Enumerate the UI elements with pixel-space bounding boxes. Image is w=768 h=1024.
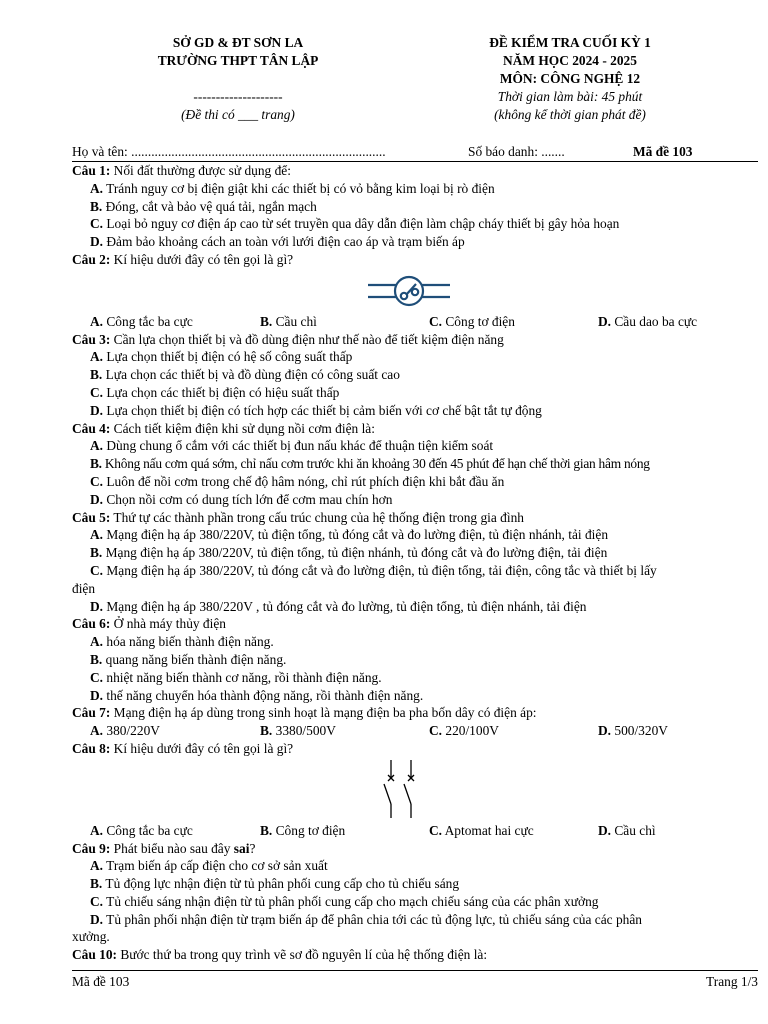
question-4: Câu 4: Cách tiết kiệm điện khi sử dụng nồi cơm điện là: (72, 420, 375, 436)
question-6-option-c: C. nhiệt năng biến thành cơ năng, rồi thành điện năng. (90, 669, 382, 685)
question-3-option-b: B. Lựa chọn các thiết bị và đồ dùng điện có công suất cao (90, 367, 400, 383)
exam-title: ĐỀ KIỂM TRA CUỐI KỲ 1 (489, 35, 651, 50)
question-6-option-b: B. quang năng biến thành điện năng. (90, 651, 287, 667)
question-1-option-d: D. Đảm bảo khoảng cách an toàn với lưới điện cao áp và trạm biến áp (90, 234, 465, 250)
student-info-row (72, 143, 758, 161)
question-5-option-b: B. Mạng điện hạ áp 380/220V, tủ điện tổng, tủ điện nhánh, tủ đóng cắt và đo lường điện, tải điện (90, 545, 608, 561)
exam-time: Thời gian làm bài: 45 phút (497, 89, 643, 104)
question-8-options (72, 822, 758, 840)
question-9-option-d: D. Tủ phân phối nhận điện từ trạm biến áp để phân chia tới các tủ động lực, tủ chiếu sáng của các phân xưởng. (72, 911, 642, 945)
question-4-option-d: D. Chọn nồi cơm có dung tích lớn để cơm mau chín hơn (90, 491, 393, 507)
question-5-option-d: D. Mạng điện hạ áp 380/220V , tủ đóng cắt và đo lường, tủ điện tổng, tủ điện nhánh, tải điện (90, 598, 587, 614)
exam-time-note: (không kể thời gian phát đề) (494, 107, 646, 122)
question-6-option-a: A. hóa năng biến thành điện năng. (90, 634, 274, 650)
question-5-option-a: A. Mạng điện hạ áp 380/220V, tủ điện tổng, tủ đóng cắt và đo lường điện, tủ điện nhánh, tải điện (90, 527, 609, 543)
question-2: Câu 2: Kí hiệu dưới đây có tên gọi là gì? (72, 251, 294, 267)
question-3-option-c: C. Lựa chọn các thiết bị điện có hiệu suất thấp (90, 384, 340, 400)
question-2-option-d: D. Cầu dao ba cực (598, 313, 698, 329)
question-1-option-a: A. Tránh nguy cơ bị điện giật khi các thiết bị có vỏ bằng kim loại bị rò điện (90, 180, 495, 196)
header-right (440, 34, 700, 124)
question-8-option-a: A. Công tắc ba cực (90, 822, 193, 838)
footer-divider (72, 970, 758, 971)
question-10: Câu 10: Bước thứ ba trong quy trình vẽ sơ đồ nguyên lí của hệ thống điện là: (72, 947, 488, 963)
question-3-option-d: D. Lựa chọn thiết bị điện có tích hợp các thiết bị cảm biến với cơ chế bật tắt tự động (90, 402, 542, 418)
question-2-option-b: B. Cầu chì (260, 313, 317, 329)
footer (72, 973, 758, 991)
question-2-option-c: C. Công tơ điện (429, 313, 515, 329)
question-5: Câu 5: Thứ tự các thành phần trong cấu trúc chung của hệ thống điện trong gia đình (72, 509, 524, 525)
school-name: TRƯỜNG THPT TÂN LẬP (157, 53, 319, 68)
subject: MÔN: CÔNG NGHỆ 12 (499, 71, 641, 86)
school-year: NĂM HỌC 2024 - 2025 (503, 53, 637, 68)
question-5-option-c: C. Mạng điện hạ áp 380/220V, tủ đóng cắt và đo lường điện, tủ điện tổng, tải điện, công tắc và thiết bị lấy điện (72, 562, 657, 596)
question-4-option-a: A. Dùng chung ổ cắm với các thiết bị đun nấu khác để thuận tiện kiểm soát (90, 438, 494, 454)
question-1-option-c: C. Loại bỏ nguy cơ điện áp cao từ sét truyền qua dây dẫn điện làm chập cháy thiết bị gây hỏa hoạn (90, 216, 620, 232)
question-1: Câu 1: Nối đất thường được sử dụng để: (72, 163, 291, 178)
footer-exam-code: Mã đề 103 (72, 974, 130, 989)
question-9: Câu 9: Phát biểu nào sau đây sai? (72, 840, 256, 856)
header-left (108, 34, 368, 124)
department-name: SỞ GD & ĐT SƠN LA (172, 35, 304, 50)
footer-page-number: Trang 1/3 (706, 974, 758, 989)
question-7-option-d: D. 500/320V (598, 723, 668, 739)
question-7-option-b: B. 3380/500V (260, 723, 336, 739)
question-9-option-a: A. Trạm biến áp cấp điện cho cơ sở sản xuất (90, 858, 328, 874)
header-dashes: -------------------- (193, 89, 283, 104)
question-7-options (72, 722, 758, 740)
question-4-option-b: B. Không nấu cơm quá sớm, chỉ nấu cơm trước khi ăn khoảng 30 đến 45 phút để hạn chế thời gian hâm nóng (90, 456, 650, 472)
question-6-option-d: D. thế năng chuyển hóa thành động năng, rồi thành điện năng. (90, 687, 424, 703)
question-2-options (72, 313, 758, 331)
question-1-option-b: B. Đóng, cắt và bảo vệ quá tải, ngắn mạch (90, 198, 317, 214)
question-9-emphasis: sai (233, 840, 250, 856)
question-9-option-c: C. Tủ chiếu sáng nhận điện từ tủ phân phối cung cấp cho mạch chiếu sáng của các phân xưởng (90, 893, 599, 909)
question-list (72, 162, 758, 964)
student-name-field: Họ và tên: ............................................................................ (72, 144, 386, 159)
question-9-option-b: B. Tủ động lực nhận điện từ tủ phân phối cung cấp cho tủ chiếu sáng (90, 876, 460, 892)
two-pole-circuit-breaker-symbol-icon (376, 760, 426, 820)
question-3: Câu 3: Cần lựa chọn thiết bị và đồ dùng điện như thế nào để tiết kiệm điện năng (72, 331, 504, 347)
question-8-option-c: C. Aptomat hai cực (429, 822, 534, 838)
question-7: Câu 7: Mạng điện hạ áp dùng trong sinh hoạt là mạng điện ba pha bốn dây có điện áp: (72, 705, 537, 721)
question-8-figure (72, 758, 758, 822)
student-id-field: Số báo danh: ....... (468, 144, 565, 159)
question-7-option-a: A. 380/220V (90, 723, 160, 739)
question-7-option-c: C. 220/100V (429, 723, 499, 739)
question-3-option-a: A. Lựa chọn thiết bị điện có hệ số công suất thấp (90, 349, 353, 365)
question-8-option-b: B. Công tơ điện (260, 822, 346, 838)
exam-code: Mã đề 103 (633, 144, 693, 159)
question-4-option-c: C. Luôn để nồi cơm trong chế độ hâm nóng, chỉ rút phích điện khi bắt đầu ăn (90, 473, 505, 489)
question-6: Câu 6: Ở nhà máy thủy điện (72, 616, 226, 632)
question-8: Câu 8: Kí hiệu dưới đây có tên gọi là gì? (72, 740, 294, 756)
pages-note: (Đề thi có ___ trang) (181, 107, 295, 122)
question-2-figure (72, 269, 758, 313)
question-2-option-a: A. Công tắc ba cực (90, 313, 193, 329)
three-pole-switch-symbol-icon (364, 269, 454, 313)
question-8-option-d: D. Cầu chì (598, 822, 656, 838)
